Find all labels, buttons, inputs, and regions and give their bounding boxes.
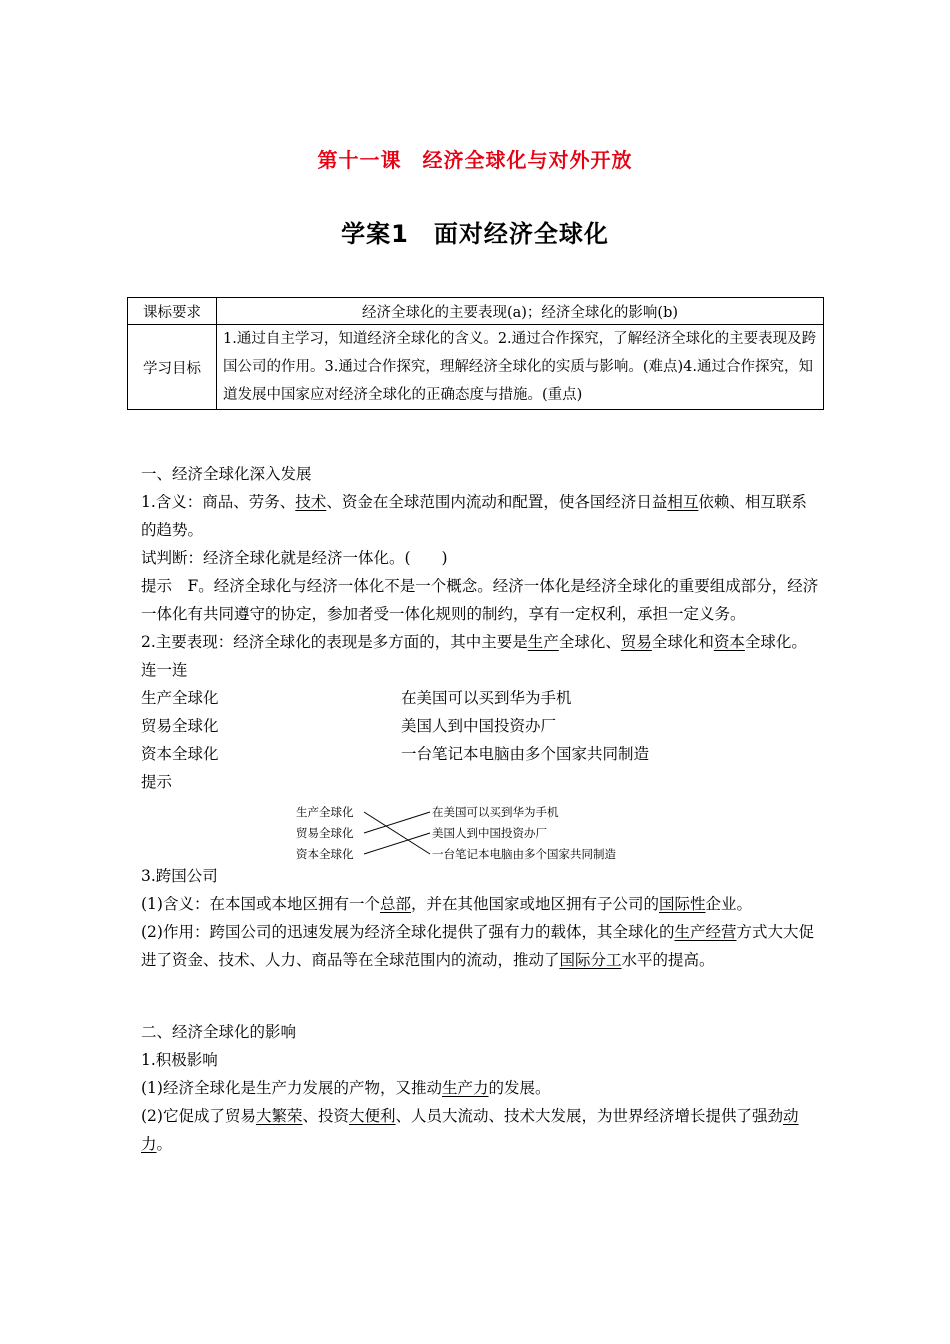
answer-blank: 贸易 bbox=[620, 633, 652, 651]
table-row bbox=[128, 325, 824, 410]
answer-blank: 相互 bbox=[667, 493, 699, 511]
judgement-question: 试判断：经济全球化就是经济一体化。( ) bbox=[141, 549, 448, 567]
match-right: 美国人到中国投资办厂 bbox=[401, 717, 557, 735]
impact-point bbox=[141, 1102, 821, 1158]
answer-blank: 生产 bbox=[527, 633, 559, 651]
text-segment: (1)含义：在本国或本地区拥有一个 bbox=[141, 895, 380, 913]
section-heading: 一、经济全球化深入发展 bbox=[141, 465, 312, 483]
text-segment: 全球化和 bbox=[651, 633, 714, 651]
answer-blank: 动力 bbox=[141, 1107, 799, 1153]
table-row bbox=[128, 298, 824, 325]
definition-paragraph bbox=[141, 488, 821, 544]
text-segment: 、投资 bbox=[302, 1107, 349, 1125]
answer-blank: 总部 bbox=[379, 895, 411, 913]
text-segment: 企业。 bbox=[705, 895, 753, 913]
hint-label: 提示 bbox=[141, 773, 173, 791]
text-segment: 的发展。 bbox=[488, 1079, 551, 1097]
subsection-title: 3.跨国公司 bbox=[141, 867, 218, 885]
match-line bbox=[364, 833, 430, 854]
section-spacer bbox=[141, 974, 821, 1018]
match-right: 在美国可以买到华为手机 bbox=[401, 689, 572, 707]
lesson-title: 第十一课 经济全球化与对外开放 bbox=[317, 148, 633, 172]
match-left: 资本全球化 bbox=[141, 745, 219, 763]
subsection-title: 1.积极影响 bbox=[141, 1051, 218, 1069]
matching-diagram-svg bbox=[296, 802, 656, 862]
diagram-right-item: 一台笔记本电脑由多个国家共同制造 bbox=[432, 847, 616, 861]
text-segment: 。 bbox=[156, 1135, 173, 1153]
diagram-left-item: 资本全球化 bbox=[296, 847, 354, 861]
text-segment: 1.含义：商品、劳务、 bbox=[141, 493, 296, 511]
goals-table bbox=[127, 297, 824, 410]
impact-point bbox=[141, 1074, 821, 1102]
text-segment: ，并在其他国家或地区拥有子公司的 bbox=[410, 895, 659, 913]
requirement-text: 经济全球化的主要表现(a)；经济全球化的影响(b) bbox=[217, 298, 824, 325]
text-segment: 、资金在全球范围内流动和配置，使各国经济日益 bbox=[326, 493, 668, 511]
match-row bbox=[141, 740, 821, 768]
match-left: 生产全球化 bbox=[141, 689, 219, 707]
objective-text: 1.通过自主学习，知道经济全球化的含义。2.通过合作探究，了解经济全球化的主要表现及跨国公司的作用。3.通过合作探究，理解经济全球化的实质与影响。(难点)4.通过合作探究，知道发展中国家应对经济全球化的正确态度与措施。(重点) bbox=[217, 325, 824, 410]
text-segment: (1)经济全球化是生产力发展的产物，又推动 bbox=[141, 1079, 442, 1097]
text-segment: 全球化、 bbox=[558, 633, 621, 651]
expression-paragraph bbox=[141, 628, 821, 656]
mnc-role bbox=[141, 918, 821, 974]
diagram-left-item: 贸易全球化 bbox=[296, 826, 354, 840]
text-segment: (2)它促成了贸易 bbox=[141, 1107, 256, 1125]
text-segment: 依赖、相互联系的趋势。 bbox=[141, 493, 807, 539]
answer-blank: 生产力 bbox=[441, 1079, 489, 1097]
answer-blank: 国际分工 bbox=[559, 951, 622, 969]
match-line bbox=[364, 812, 430, 854]
match-left: 贸易全球化 bbox=[141, 717, 219, 735]
case-title: 学案1 面对经济全球化 bbox=[341, 220, 609, 248]
diagram-left-item: 生产全球化 bbox=[296, 805, 354, 819]
hint-paragraph: 提示 F。经济全球化与经济一体化不是一个概念。经济一体化是经济全球化的重要组成部分，经济一体化有共同遵守的协定，参加者受一体化规则的制约，享有一定权利，承担一定义务。 bbox=[141, 577, 819, 623]
answer-blank: 生产经营 bbox=[674, 923, 737, 941]
match-line bbox=[364, 812, 430, 833]
main-content bbox=[141, 460, 821, 1158]
section-heading: 二、经济全球化的影响 bbox=[141, 1023, 297, 1041]
mnc-definition bbox=[141, 890, 821, 918]
match-title: 连一连 bbox=[141, 661, 188, 679]
text-segment: 2.主要表现：经济全球化的表现是多方面的，其中主要是 bbox=[141, 633, 528, 651]
matching-diagram bbox=[296, 802, 656, 862]
objective-label: 学习目标 bbox=[128, 325, 217, 410]
requirement-label: 课标要求 bbox=[128, 298, 217, 325]
text-segment: 水平的提高。 bbox=[621, 951, 715, 969]
match-row bbox=[141, 684, 821, 712]
answer-blank: 资本 bbox=[713, 633, 745, 651]
text-segment: 全球化。 bbox=[744, 633, 807, 651]
answer-blank: 技术 bbox=[295, 493, 327, 511]
text-segment: (2)作用：跨国公司的迅速发展为经济全球化提供了强有力的载体，其全球化的 bbox=[141, 923, 675, 941]
answer-blank: 大繁荣 bbox=[255, 1107, 303, 1125]
diagram-right-item: 在美国可以买到华为手机 bbox=[432, 805, 559, 819]
text-segment: 、人员大流动、技术大发展，为世界经济增长提供了强劲 bbox=[395, 1107, 784, 1125]
diagram-right-item: 美国人到中国投资办厂 bbox=[432, 826, 547, 840]
match-row bbox=[141, 712, 821, 740]
answer-blank: 国际性 bbox=[659, 895, 706, 913]
match-right: 一台笔记本电脑由多个国家共同制造 bbox=[401, 745, 650, 763]
answer-blank: 大便利 bbox=[349, 1107, 396, 1125]
text-segment: 方式大大促进了资金、技术、人力、商品等在全球范围内的流动，推动了 bbox=[141, 923, 814, 969]
